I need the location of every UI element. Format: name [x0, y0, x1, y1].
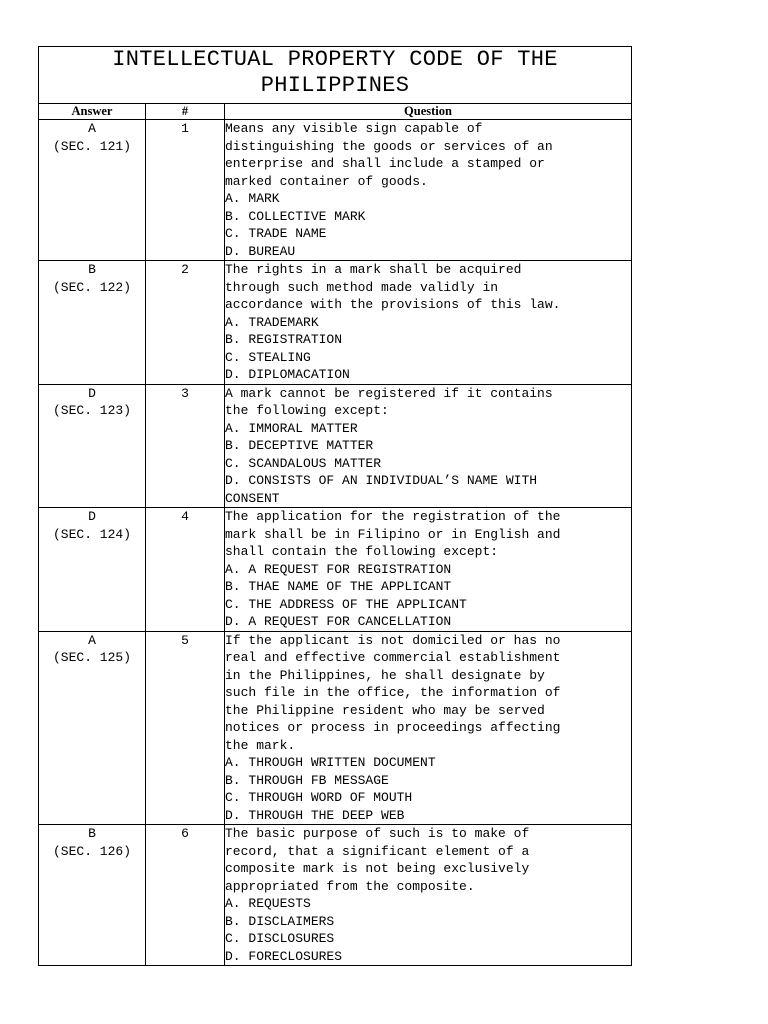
title-line-2: PHILIPPINES	[260, 73, 410, 98]
question-cell	[225, 120, 632, 261]
answer-section: (SEC. 121)	[52, 138, 131, 154]
answer-option: B. DISCLAIMERS	[225, 913, 335, 929]
answer-option: C. STEALING	[225, 349, 311, 365]
answer-option: D. CONSISTS OF AN INDIVIDUAL’S NAME WITH CONSENT	[225, 473, 538, 506]
answer-letter: D	[88, 385, 96, 401]
question-cell	[225, 261, 632, 385]
answer-option: C. THROUGH WORD OF MOUTH	[225, 790, 413, 805]
answer-letter: A	[88, 632, 96, 648]
question-number: 5	[146, 631, 225, 825]
question-number: 1	[146, 120, 225, 261]
question-rows	[39, 120, 632, 966]
question-cell	[225, 508, 632, 632]
question-number: 3	[146, 384, 225, 508]
table-row	[39, 384, 632, 508]
table-row	[39, 261, 632, 385]
question-text: Means any visible sign capable of distinguishing the goods or services of an enterprise and shall include a stamped or marked container of goods.	[225, 121, 553, 189]
answer-option: D. DIPLOMACATION	[225, 367, 350, 382]
answer-section: (SEC. 123)	[52, 403, 131, 418]
answer-cell	[39, 508, 146, 632]
answer-section: (SEC. 122)	[52, 279, 131, 295]
question-text: If the applicant is not domiciled or has no real and effective commercial establishment in the Philippines, he shall designate by such file in the office, the information of the Philippine resident who may be served notices or process in proceedings affecting the mark.	[225, 632, 561, 753]
answer-section: (SEC. 124)	[52, 526, 131, 542]
answer-section: (SEC. 126)	[52, 843, 131, 859]
question-text: A mark cannot be registered if it contains the following except:	[225, 385, 553, 418]
answer-letter: D	[88, 509, 96, 524]
title-row	[39, 47, 632, 104]
table-row	[39, 508, 632, 632]
table-row	[39, 825, 632, 966]
answer-option: B. THAE NAME OF THE APPLICANT	[225, 579, 452, 594]
answer-option: B. REGISTRATION	[225, 332, 343, 347]
answer-section: (SEC. 125)	[52, 650, 131, 665]
question-text: The rights in a mark shall be acquired through such method made validly in accordance with the provisions of this law.	[225, 262, 561, 312]
question-number: 4	[146, 508, 225, 632]
answer-cell	[39, 384, 146, 508]
question-number: 6	[146, 825, 225, 966]
answer-option: A. REQUESTS	[225, 896, 311, 911]
table-row	[39, 631, 632, 825]
qa-table	[38, 46, 632, 966]
answer-cell	[39, 120, 146, 261]
column-header-answer: Answer	[39, 104, 146, 120]
answer-option: D. BUREAU	[225, 243, 296, 259]
question-cell	[225, 631, 632, 825]
answer-option: B. DECEPTIVE MATTER	[225, 438, 374, 453]
answer-option: A. THROUGH WRITTEN DOCUMENT	[225, 755, 436, 770]
answer-option: D. A REQUEST FOR CANCELLATION	[225, 614, 452, 629]
column-header-question: Question	[225, 104, 632, 120]
answer-cell	[39, 825, 146, 966]
question-number: 2	[146, 261, 225, 385]
header-row	[39, 104, 632, 120]
answer-option: D. THROUGH THE DEEP WEB	[225, 807, 405, 823]
answer-option: B. THROUGH FB MESSAGE	[225, 772, 389, 788]
answer-option: C. DISCLOSURES	[225, 931, 335, 946]
question-text: The basic purpose of such is to make of record, that a significant element of a composite mark is not being exclusively appropriated from the composite.	[225, 826, 530, 894]
answer-option: A. A REQUEST FOR REGISTRATION	[225, 561, 452, 577]
answer-option: C. SCANDALOUS MATTER	[225, 455, 382, 471]
question-cell	[225, 825, 632, 966]
reviewer-sheet	[38, 46, 632, 966]
answer-letter: B	[88, 826, 96, 841]
answer-option: C. TRADE NAME	[225, 226, 327, 241]
answer-option: D. FORECLOSURES	[225, 948, 343, 964]
document-title	[39, 47, 632, 104]
answer-cell	[39, 261, 146, 385]
answer-letter: B	[88, 262, 96, 277]
answer-letter: A	[88, 121, 96, 136]
table-row	[39, 120, 632, 261]
answer-option: A. IMMORAL MATTER	[225, 420, 358, 436]
title-line-1: INTELLECTUAL PROPERTY CODE OF THE	[112, 47, 558, 72]
column-header-number: #	[146, 104, 225, 120]
answer-option: C. THE ADDRESS OF THE APPLICANT	[225, 596, 467, 612]
question-cell	[225, 384, 632, 508]
question-text: The application for the registration of the mark shall be in Filipino or in English and shall contain the following except:	[225, 509, 561, 559]
answer-option: A. TRADEMARK	[225, 314, 319, 330]
answer-cell	[39, 631, 146, 825]
answer-option: A. MARK	[225, 191, 280, 206]
answer-option: B. COLLECTIVE MARK	[225, 208, 366, 224]
